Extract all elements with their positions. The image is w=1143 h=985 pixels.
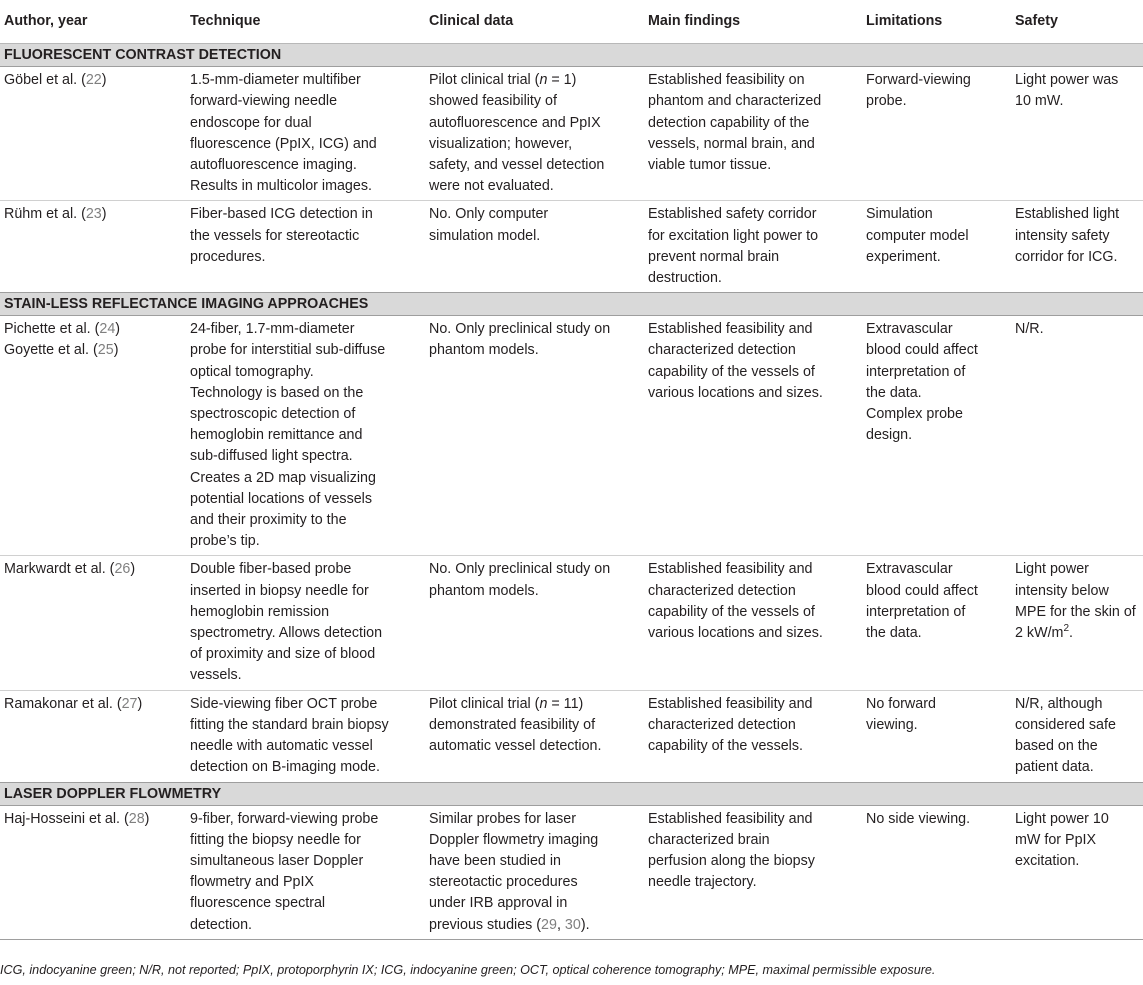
text-line: phantom and characterized [648,93,822,110]
text-line: fluorescence spectral [190,895,326,912]
text-line: characterized brain [648,831,770,848]
table-row [0,67,1143,201]
table-footnote: ICG, indocyanine green; N/R, not reported; PpIX, protoporphyrin IX; ICG, indocyanine green; OCT, optical coherence tomography; MPE, maximal permissible exposure. [0,963,936,977]
text-line: MPE for the skin of [1015,603,1136,620]
text-line: needle with automatic vessel [190,738,373,755]
technique-cell [186,690,425,782]
text-line: potential locations of vessels [190,490,372,507]
text-line: patient data. [1015,759,1094,776]
text-line: showed feasibility of [429,93,557,110]
text-line: interpretation of [866,603,966,620]
text-line: Forward-viewing [866,72,971,89]
limitations-cell [862,690,1011,782]
header-clinical-data: Clinical data [425,0,644,44]
header-author: Author, year [0,0,186,44]
text-line: for excitation light power to [648,227,819,244]
text-line: destruction. [648,270,722,287]
text-fragment: ). [580,916,590,933]
text-line: No. Only computer [429,206,549,223]
text-line: prevent normal brain [648,248,780,265]
text-line: automatic vessel detection. [429,738,602,755]
text-line: Extravascular [866,561,953,578]
limitations-cell [862,201,1011,293]
safety-cell [1011,690,1143,782]
text-line: mW for PpIX [1015,831,1097,848]
text-fragment: , [556,916,565,933]
section-row [0,44,1143,67]
safety-cell [1011,805,1143,939]
text-line: inserted in biopsy needle for [190,582,369,599]
limitations-cell [862,67,1011,201]
text-line: safety, and vessel detection [429,157,605,174]
findings-cell [644,67,862,201]
text-line: probe’s tip. [190,533,260,550]
section-title: FLUORESCENT CONTRAST DETECTION [0,44,1143,67]
technique-cell [186,556,425,690]
text-line: were not evaluated. [429,178,554,195]
author-name: Rühm et al. [4,206,78,223]
table-row [0,690,1143,782]
text-line: blood could affect [866,342,978,359]
findings-cell [644,556,862,690]
text-fragment: Pilot clinical trial ( [429,695,540,712]
clinical-data-cell [425,67,644,201]
text-line: flowmetry and PpIX [190,874,314,891]
text-line: Light power [1015,561,1089,578]
author-cell: Haj-Hosseini et al. (28) [0,805,186,939]
safety-cell [1011,556,1143,690]
text-line: Pichette et al. (24) [4,321,121,338]
text-line: Technology is based on the [190,384,364,401]
text-line: Complex probe [866,406,963,423]
section-title: LASER DOPPLER FLOWMETRY [0,782,1143,805]
text-line: the data. [866,384,922,401]
header-limitations: Limitations [862,0,1011,44]
text-line: No forward [866,695,936,712]
section-title: STAIN-LESS REFLECTANCE IMAGING APPROACHES [0,293,1143,316]
text-line: simultaneous laser Doppler [190,852,364,869]
text-line: Results in multicolor images. [190,178,372,195]
limitations-cell [862,556,1011,690]
text-line: viable tumor tissue. [648,157,772,174]
clinical-data-cell [425,316,644,556]
text-line: perfusion along the biopsy [648,852,815,869]
text-line: interpretation of [866,363,966,380]
text-line: Established feasibility and [648,810,813,827]
text-line: sub-diffused light spectra. [190,448,353,465]
reference-link[interactable]: 28 [128,810,145,827]
text-line: stereotactic procedures [429,874,578,891]
text-line: visualization; however, [429,135,573,152]
reference-link[interactable]: 23 [85,206,102,223]
text-line: endoscope for dual [190,114,312,131]
text-line: Established feasibility and [648,695,813,712]
clinical-data-cell [425,556,644,690]
text-line: Established safety corridor [648,206,817,223]
text-line: fitting the standard brain biopsy [190,716,389,733]
safety-cell [1011,67,1143,201]
text-line: Side-viewing fiber OCT probe [190,695,378,712]
reference-link[interactable]: 27 [121,695,138,712]
table-row [0,556,1143,690]
table-row [0,316,1143,556]
author-cell [0,316,186,556]
author-name: Ramakonar et al. [4,695,113,712]
text-fragment: 2 kW/m [1015,625,1064,642]
text-line: various locations and sizes. [648,625,823,642]
clinical-data-cell [425,201,644,293]
header-main-findings: Main findings [644,0,862,44]
text-line: spectroscopic detection of [190,406,356,423]
text-line: No side viewing. [866,810,971,827]
text-line: Light power was [1015,72,1119,89]
text-line: Simulation [866,206,933,223]
text-line: fitting the biopsy needle for [190,831,361,848]
text-fragment: = 1) [547,72,577,89]
text-line: N/R. [1015,321,1044,338]
text-line: computer model [866,227,969,244]
text-line: characterized detection [648,582,796,599]
text-line: Established feasibility and [648,321,813,338]
reference-link[interactable]: 29 [541,916,557,933]
text-line: hemoglobin remittance and [190,427,363,444]
text-line: Double fiber-based probe [190,561,352,578]
author-cell: Rühm et al. (23) [0,201,186,293]
text-line: simulation model. [429,227,541,244]
author-name: Haj-Hosseini et al. [4,810,121,827]
text-line: 10 mW. [1015,93,1064,110]
text-line: No. Only preclinical study on [429,561,611,578]
text-line: Goyette et al. (25) [4,342,119,359]
text-line: detection on B-imaging mode. [190,759,380,776]
text-line: autofluorescence and PpIX [429,114,601,131]
text-line: have been studied in [429,852,561,869]
text-fragment: previous studies ( [429,916,542,933]
text-line: autofluorescence imaging. [190,157,357,174]
text-line: capability of the vessels of [648,363,815,380]
text-line: spectrometry. Allows detection [190,625,383,642]
text-line: Doppler flowmetry imaging [429,831,599,848]
text-line: Fiber-based ICG detection in [190,206,373,223]
reference-link[interactable]: 24 [99,321,116,338]
text-line [429,915,640,936]
text-line: N/R, although [1015,695,1103,712]
reference-link[interactable]: 30 [564,916,581,933]
text-line: various locations and sizes. [648,384,823,401]
text-line: detection. [190,916,252,933]
clinical-data-cell [425,805,644,939]
text-line: intensity below [1015,582,1109,599]
text-line: of proximity and size of blood [190,646,376,663]
text-line: Light power 10 [1015,810,1109,827]
findings-cell [644,316,862,556]
italic-n: n [539,695,548,712]
header-safety: Safety [1011,0,1143,44]
text-line: Established light [1015,206,1120,223]
text-line: phantom models. [429,582,539,599]
findings-cell [644,805,862,939]
author-name: Goyette et al. [4,342,90,359]
text-line: phantom models. [429,342,539,359]
author-name: Göbel et al. [4,72,78,89]
text-line: 24-fiber, 1.7-mm-diameter [190,321,355,338]
technique-cell [186,67,425,201]
text-fragment: Pilot clinical trial ( [429,72,540,89]
text-line: characterized detection [648,716,796,733]
text-line: the data. [866,625,922,642]
text-line: Established feasibility on [648,72,805,89]
findings-cell [644,201,862,293]
text-line: 1.5-mm-diameter multifiber [190,72,361,89]
text-line: fluorescence (PpIX, ICG) and [190,135,377,152]
text-line: hemoglobin remission [190,603,330,620]
limitations-cell [862,316,1011,556]
text-line: Creates a 2D map visualizing [190,469,376,486]
author-cell: Ramakonar et al. (27) [0,690,186,782]
text-line: Established feasibility and [648,561,813,578]
text-line [429,70,640,91]
text-line: characterized detection [648,342,796,359]
superscript: 2 [1063,623,1070,635]
header-row [0,0,1143,44]
text-line: experiment. [866,248,941,265]
text-line: viewing. [866,716,918,733]
findings-cell [644,690,862,782]
section-row [0,293,1143,316]
clinical-data-cell [425,690,644,782]
author-cell: Markwardt et al. (26) [0,556,186,690]
text-line: considered safe [1015,716,1116,733]
table-row [0,805,1143,939]
text-line: corridor for ICG. [1015,248,1118,265]
author-name: Pichette et al. [4,321,91,338]
text-line: design. [866,427,913,444]
text-line: Extravascular [866,321,953,338]
section-row [0,782,1143,805]
text-line: capability of the vessels. [648,738,803,755]
reference-link[interactable]: 26 [114,561,131,578]
text-line: capability of the vessels of [648,603,815,620]
safety-cell [1011,316,1143,556]
limitations-cell [862,805,1011,939]
text-line: demonstrated feasibility of [429,716,596,733]
text-fragment: = 11) [547,695,584,712]
technique-cell [186,201,425,293]
text-line: probe. [866,93,907,110]
text-line: intensity safety [1015,227,1110,244]
text-fragment: . [1069,625,1073,642]
text-line: based on the [1015,738,1098,755]
text-line: optical tomography. [190,363,314,380]
technique-cell [186,805,425,939]
text-line: blood could affect [866,582,978,599]
safety-cell [1011,201,1143,293]
text-line: and their proximity to the [190,512,347,529]
italic-n: n [539,72,548,89]
reference-link[interactable]: 25 [97,342,114,359]
text-line: vessels. [190,667,242,684]
text-line: probe for interstitial sub-diffuse [190,342,386,359]
text-line: needle trajectory. [648,874,757,891]
text-line: forward-viewing needle [190,93,338,110]
text-line: Similar probes for laser [429,810,576,827]
text-line: vessels, normal brain, and [648,135,815,152]
text-line: detection capability of the [648,114,810,131]
reference-link[interactable]: 22 [85,72,102,89]
author-cell: Göbel et al. (22) [0,67,186,201]
technique-cell [186,316,425,556]
text-line: the vessels for stereotactic [190,227,360,244]
author-name: Markwardt et al. [4,561,106,578]
text-line: 9-fiber, forward-viewing probe [190,810,379,827]
text-line [429,694,640,715]
header-technique: Technique [186,0,425,44]
text-line: No. Only preclinical study on [429,321,611,338]
text-line: excitation. [1015,852,1080,869]
text-line: under IRB approval in [429,895,568,912]
table-row [0,201,1143,293]
text-line [1015,623,1139,644]
text-line: procedures. [190,248,266,265]
